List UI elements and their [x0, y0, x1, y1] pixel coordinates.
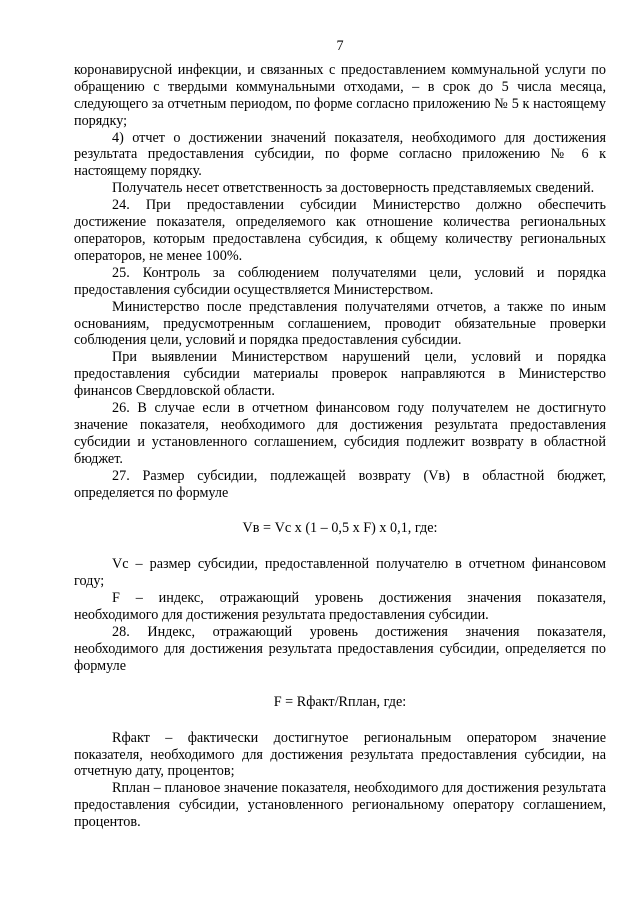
paragraph-responsibility: Получатель несет ответственность за достоверность представляемых сведений.: [112, 180, 595, 197]
page-number: 7: [336, 38, 344, 54]
paragraph-vc-definition: Vс – размер субсидии, предоставленной получателю в отчетном финансовом году;: [74, 556, 606, 590]
paragraph-f-definition: F – индекс, отражающий уровень достижения значения показателя, необходимого для достижения результата предоставления субсидии.: [74, 590, 606, 624]
paragraph-ministry-checks: Министерство после представления получателями отчетов, а также по иным основаниям, предусмотренным соглашением, проводит обязательные проверки соблюдения цели, условий и порядка предоставления субсидии.: [74, 298, 606, 349]
paragraph-clause-26: 26. В случае если в отчетном финансовом году получателем не достигнуто значение показателя, необходимого для достижения результата предоставления субсидии и установленного соглашением, субсидия подлежит возврату в областной бюджет.: [74, 400, 606, 467]
document-page: [74, 38, 606, 831]
paragraph-clause-24: 24. При предоставлении субсидии Министерство должно обеспечить достижение показателя, определяемого как отношение количества региональных операторов, которым предоставлена субсидия, к общему количеству региональных операторов, не менее 100%.: [74, 197, 606, 264]
paragraph-report-item-4: 4) отчет о достижении значений показателя, необходимого для достижения результата предоставления субсидии, по форме согласно приложению № 6 к настоящему порядку.: [74, 129, 606, 180]
paragraph-clause-25: 25. Контроль за соблюдением получателями цели, условий и порядка предоставления субсидии осуществляется Министерством.: [74, 264, 606, 298]
paragraph-continuation: коронавирусной инфекции, и связанных с предоставлением коммунальной услуги по обращению с твердыми коммунальными отходами, – в срок до 5 числа месяца, следующего за отчетным периодом, по форме согласно приложению № 5 к настоящему порядку;: [74, 61, 606, 129]
paragraph-rfact-definition: Rфакт – фактически достигнутое региональным оператором значение показателя, необходимого для достижения результата предоставления субсидии, на отчетную дату, процентов;: [74, 729, 606, 780]
formula-index: F = Rфакт/Rплан, где:: [273, 693, 407, 710]
paragraph-rplan-definition: Rплан – плановое значение показателя, необходимого для достижения результата предоставления субсидии, установленного региональному оператору соглашением, процентов.: [74, 780, 606, 831]
paragraph-violations: При выявлении Министерством нарушений цели, условий и порядка предоставления субсидии материалы проверок направляются в Министерство финансов Свердловской области.: [74, 349, 606, 400]
formula-refund: Vв = Vс x (1 – 0,5 x F) x 0,1, где:: [242, 520, 438, 537]
paragraph-clause-28: 28. Индекс, отражающий уровень достижения значения показателя, необходимого для достижения результата предоставления субсидии, определяется по формуле: [74, 624, 606, 674]
paragraph-clause-27: 27. Размер субсидии, подлежащей возврату (Vв) в областной бюджет, определяется по формуле: [74, 467, 606, 501]
